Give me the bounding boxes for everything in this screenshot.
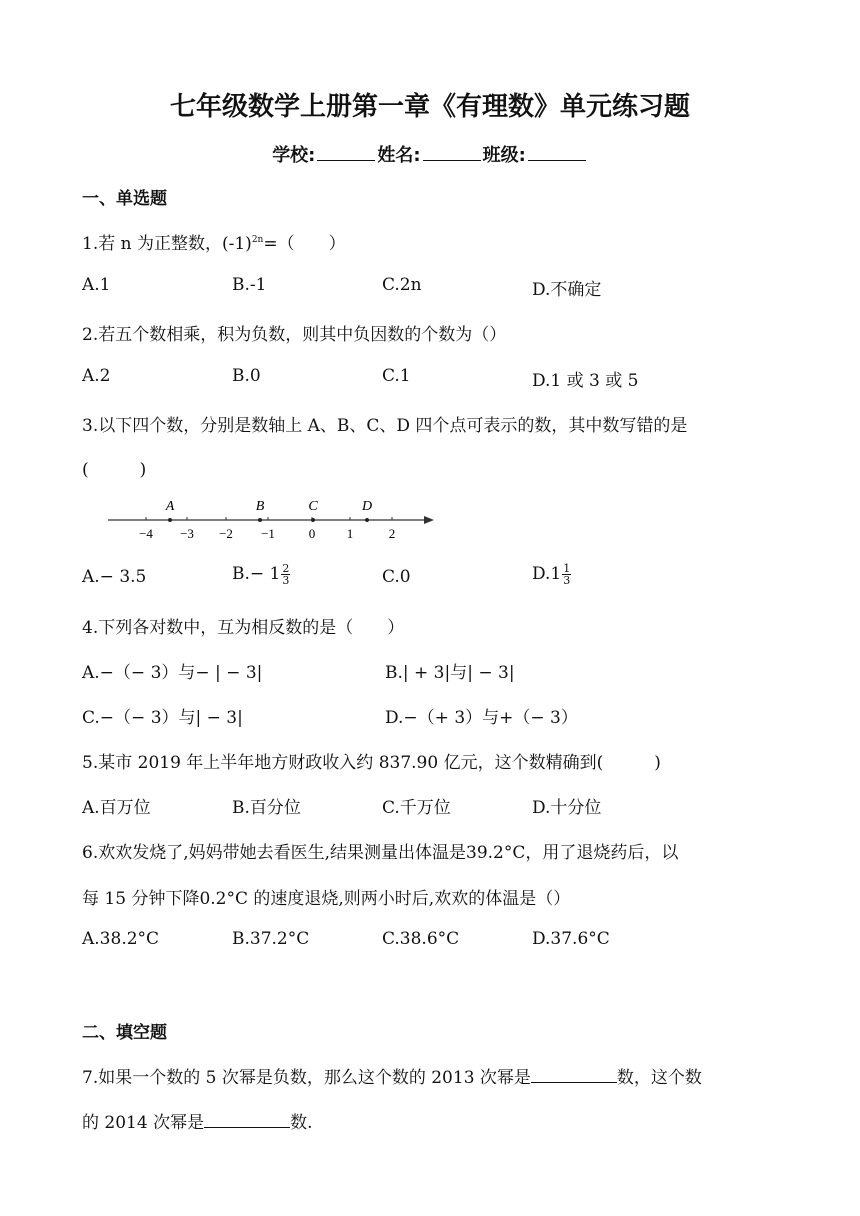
name-blank[interactable] <box>423 146 481 161</box>
number-line-point <box>311 518 315 522</box>
q7-text-c: 的 2014 次幂是 <box>82 1113 205 1133</box>
fraction-denominator: 3 <box>282 574 290 587</box>
q7-text-b: 数，这个数 <box>616 1068 702 1088</box>
number-line-arrow <box>424 516 434 524</box>
number-line-tick-label: −1 <box>261 526 275 541</box>
question-5: 5.某市 2019 年上半年地方财政收入约 837.90 亿元，这个数精确到( ) <box>82 753 661 773</box>
name-label: 姓名: <box>377 145 421 166</box>
q7-answer-blank-2[interactable] <box>204 1111 290 1128</box>
q5-option-c: C.千万位 <box>382 798 451 818</box>
number-line-point <box>168 518 172 522</box>
section-fill-blank: 二、填空题 <box>82 1023 167 1043</box>
q3-option-d-fraction <box>562 563 571 586</box>
number-line-tick-label: 0 <box>308 526 316 541</box>
student-info-line <box>0 141 860 167</box>
number-line-tick-label: −4 <box>139 526 153 541</box>
q4-option-c: C.−（− 3）与| − 3| <box>82 708 243 728</box>
q6-option-d: D.37.6°C <box>532 929 610 949</box>
question-1 <box>82 229 346 254</box>
q6-option-b: B.37.2°C <box>232 929 310 949</box>
q7-text-d: 数. <box>290 1113 313 1133</box>
number-line-figure <box>100 492 445 544</box>
number-line-point-label: D <box>361 499 373 514</box>
q3-option-a: A.− 3.5 <box>82 567 147 587</box>
q7-text-a: 7.如果一个数的 5 次幂是负数，那么这个数的 2013 次幂是 <box>82 1068 531 1088</box>
question-7-line1 <box>82 1063 702 1088</box>
q6-option-c: C.38.6°C <box>382 929 460 949</box>
q1-option-d: D.不确定 <box>532 280 602 300</box>
number-line-point-label: B <box>255 499 265 514</box>
number-line-tick-label: −2 <box>219 526 233 541</box>
q5-option-b: B.百分位 <box>232 798 301 818</box>
number-line-point <box>365 518 369 522</box>
number-line-tick-label: 2 <box>388 526 396 541</box>
fraction-denominator: 3 <box>563 574 571 587</box>
number-line-point <box>258 518 262 522</box>
q5-option-d: D.十分位 <box>532 798 602 818</box>
question-4: 4.下列各对数中，互为相反数的是（ ） <box>82 618 405 638</box>
q4-option-b: B.| + 3|与| − 3| <box>385 663 515 683</box>
question-6-line1: 6.欢欢发烧了,妈妈带她去看医生,结果测量出体温是39.2°C，用了退烧药后，以 <box>82 843 679 863</box>
school-blank[interactable] <box>317 146 375 161</box>
section-single-choice: 一、单选题 <box>82 189 167 209</box>
q3-option-b-int: B.− 1 <box>232 564 281 584</box>
q1-text-b: =（ ） <box>263 234 346 254</box>
q3-option-b-fraction <box>281 563 290 586</box>
q6-option-a: A.38.2°C <box>82 929 160 949</box>
q1-text-a: 1.若 n 为正整数，(-1) <box>82 234 252 254</box>
number-line-point-label: C <box>308 499 318 514</box>
fraction-numerator: 1 <box>563 562 571 575</box>
q4-option-d: D.−（+ 3）与+（− 3） <box>385 708 578 728</box>
q1-option-b: B.-1 <box>232 275 267 295</box>
q3-option-b <box>232 563 290 586</box>
number-line-point-label: A <box>165 499 175 514</box>
q2-option-d: D.1 或 3 或 5 <box>532 371 639 391</box>
question-2: 2.若五个数相乘，积为负数，则其中负因数的个数为（） <box>82 325 507 345</box>
number-line-tick-label: 1 <box>346 526 354 541</box>
q7-answer-blank-1[interactable] <box>531 1066 617 1083</box>
q2-option-a: A.2 <box>82 366 111 386</box>
number-line-tick-label: −3 <box>180 526 194 541</box>
page-title: 七年级数学上册第一章《有理数》单元练习题 <box>169 92 690 122</box>
q3-option-d-int: D.1 <box>532 564 562 584</box>
q1-option-a: A.1 <box>82 275 111 295</box>
fraction-numerator: 2 <box>282 562 290 575</box>
q2-option-b: B.0 <box>232 366 261 386</box>
q1-option-c: C.2n <box>382 275 422 295</box>
q3-option-c: C.0 <box>382 567 411 587</box>
class-blank[interactable] <box>528 146 586 161</box>
q5-option-a: A.百万位 <box>82 798 151 818</box>
q1-exponent: 2n <box>251 235 264 245</box>
class-label: 班级: <box>482 145 526 166</box>
question-7-line2 <box>82 1108 312 1133</box>
question-6-line2: 每 15 分钟下降0.2°C 的速度退烧,则两小时后,欢欢的体温是（） <box>82 889 571 909</box>
question-3-line1: 3.以下四个数，分别是数轴上 A、B、C、D 四个点可表示的数，其中数写错的是 <box>82 416 688 436</box>
q4-option-a: A.−（− 3）与− | − 3| <box>82 663 263 683</box>
q2-option-c: C.1 <box>382 366 411 386</box>
question-3-line2: ( ) <box>82 460 147 480</box>
q3-option-d <box>532 563 571 586</box>
school-label: 学校: <box>272 145 316 166</box>
